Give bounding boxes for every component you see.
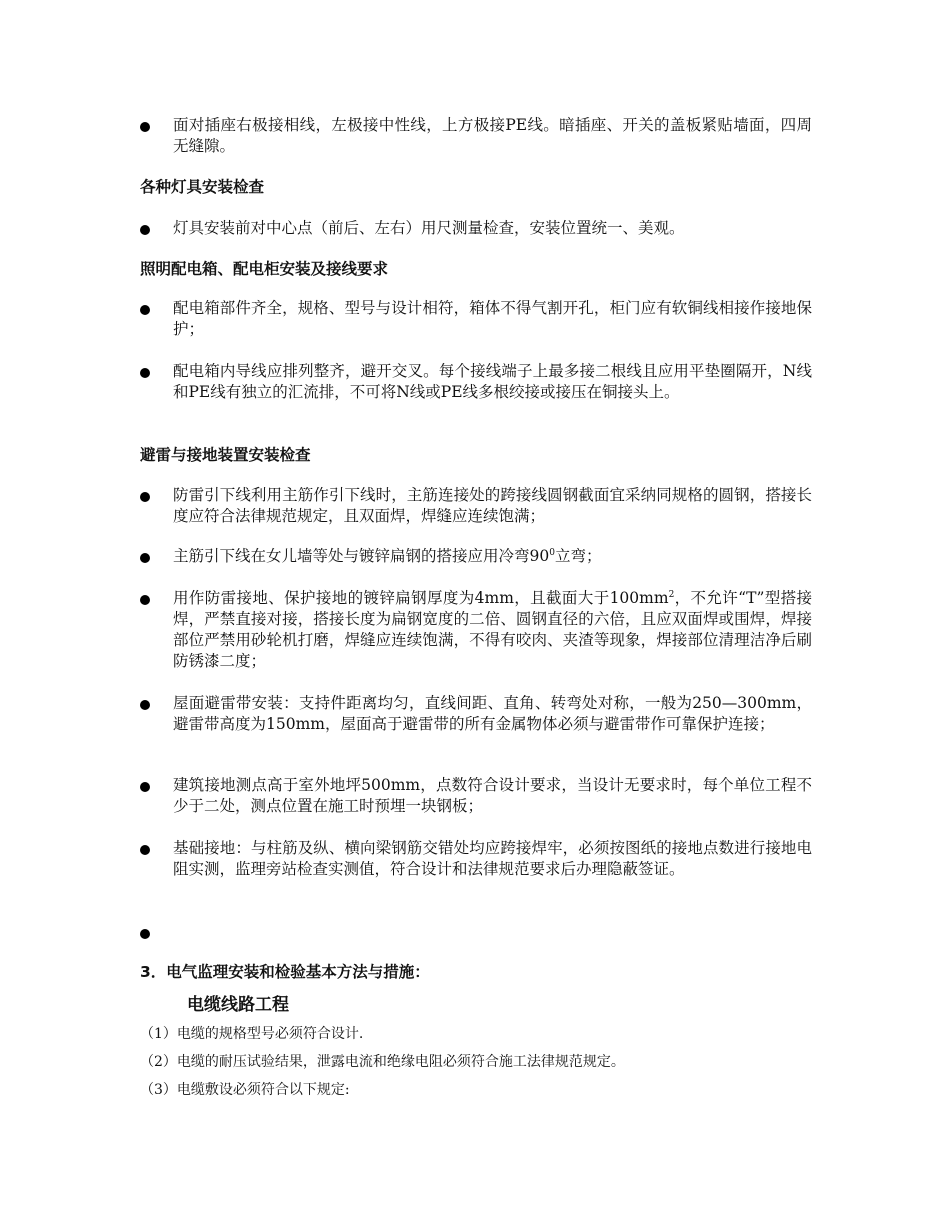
bullet-dot-icon bbox=[140, 492, 150, 502]
section-title: 3．电气监理安装和检验基本方法与措施： bbox=[140, 963, 430, 981]
bullet-item bbox=[140, 485, 812, 527]
section-heading: 各种灯具安装检查 bbox=[140, 178, 265, 196]
bullet-dot-icon bbox=[140, 553, 150, 563]
section-heading: 避雷与接地装置安装检查 bbox=[140, 446, 311, 464]
bullet-text: 配电箱部件齐全，规格、型号与设计相符，箱体不得气割开孔，柜门应有软铜线相接作接地保护； bbox=[173, 299, 812, 338]
bullet-dot-icon bbox=[140, 305, 150, 315]
bullet-item bbox=[140, 693, 812, 735]
subheading: 电缆线路工程 bbox=[187, 995, 289, 1015]
bullet-item bbox=[140, 775, 812, 817]
bullet-text: 防雷引下线利用主筋作引下线时，主筋连接处的跨接线圆钢截面宜采纳同规格的圆钢，搭接长度应符合法律规范规定，且双面焊，焊缝应连续饱满； bbox=[173, 486, 812, 525]
bullet-dot-icon bbox=[140, 368, 150, 378]
section-heading: 照明配电箱、配电柜安装及接线要求 bbox=[140, 260, 389, 278]
bullet-item bbox=[140, 218, 812, 239]
bullet-text: 灯具安装前对中心点（前后、左右）用尺测量检查，安装位置统一、美观。 bbox=[173, 219, 685, 237]
bullet-text: 配电箱内导线应排列整齐，避开交叉。每个接线端子上最多接二根线且应用平垫圈隔开，N线和PE线有独立的汇流排，不可将N线或PE线多根绞接或接压在铜接头上。 bbox=[173, 362, 812, 401]
square-superscript: 2 bbox=[668, 589, 675, 600]
bullet-text: 屋面避雷带安装：支持件距离均匀，直线间距、直角、转弯处对称，一般为250—300mm，避雷带高度为150mm，屋面高于避雷带的所有金属物体必须与避雷带作可靠保护连接； bbox=[173, 694, 812, 733]
bullet-dot-icon bbox=[140, 595, 150, 605]
bullet-dot-icon bbox=[140, 225, 150, 235]
bullet-text: 用作防雷接地、保护接地的镀锌扁钢厚度为4mm，且截面大于$100mm^2$，不允许“T”型搭接焊，严禁直接对接，搭接长度为扁钢宽度的二倍、圆钢直径的六倍，且应双面焊或围焊，焊接部位严禁用砂轮机打磨，焊缝应连续饱满，不得有咬肉、夹渣等现象，焊接部位清理洁净后刷防锈漆二度； bbox=[173, 589, 813, 670]
bullet-text: 主筋引下线在女儿墙等处与镀锌扁钢的搭接应用冷弯$90^0$立弯； bbox=[173, 547, 602, 565]
bullet-item bbox=[140, 546, 812, 567]
numbered-item: （2）电缆的耐压试验结果，泄露电流和绝缘电阻必须符合施工法律规范规定。 bbox=[140, 1054, 625, 1070]
bullet-item bbox=[140, 115, 812, 157]
bullet-text: 基础接地：与柱筋及纵、横向梁钢筋交错处均应跨接焊牢，必须按图纸的接地点数进行接地电阻实测，监理旁站检查实测值，符合设计和法律规范要求后办理隐蔽签证。 bbox=[173, 839, 812, 878]
bullet-text: 建筑接地测点高于室外地坪500mm，点数符合设计要求，当设计无要求时，每个单位工程不少于二处，测点位置在施工时预埋一块钢板； bbox=[173, 776, 812, 815]
bullet-dot-icon bbox=[140, 929, 150, 939]
degree-superscript: 0 bbox=[549, 547, 555, 558]
bullet-dot-icon bbox=[140, 700, 150, 710]
bullet-dot-icon bbox=[140, 845, 150, 855]
bullet-item bbox=[140, 588, 812, 672]
bullet-item bbox=[140, 298, 812, 340]
bullet-dot-icon bbox=[140, 122, 150, 132]
bullet-dot-icon bbox=[140, 782, 150, 792]
bullet-item bbox=[140, 361, 812, 403]
numbered-item: （1）电缆的规格型号必须符合设计. bbox=[140, 1026, 364, 1042]
bullet-item bbox=[140, 838, 812, 880]
bullet-text: 面对插座右极接相线，左极接中性线，上方极接PE线。暗插座、开关的盖板紧贴墙面，四周无缝隙。 bbox=[173, 116, 812, 155]
numbered-item: （3）电缆敷设必须符合以下规定: bbox=[140, 1082, 350, 1098]
